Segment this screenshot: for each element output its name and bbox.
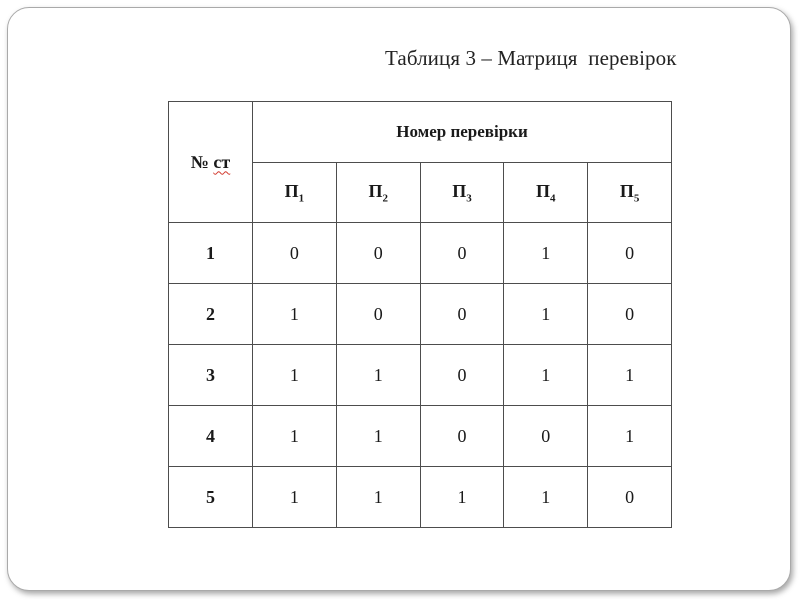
table-cell: 1 [253, 345, 337, 406]
row-label: 2 [169, 284, 253, 345]
row-label: 3 [169, 345, 253, 406]
check-index: 5 [633, 192, 640, 205]
check-index: 1 [298, 192, 305, 205]
table-cell: 1 [336, 467, 420, 528]
table-row [169, 284, 672, 345]
check-letter: П [452, 180, 467, 201]
table-cell: 1 [336, 345, 420, 406]
table-cell: 0 [420, 406, 504, 467]
table-cell: 1 [253, 284, 337, 345]
check-number-header: Номер перевірки [253, 102, 672, 163]
table-cell: 0 [588, 467, 672, 528]
check-index: 4 [550, 192, 556, 205]
check-index: 3 [466, 192, 472, 205]
check-matrix-table [168, 101, 672, 528]
table-cell: 0 [420, 284, 504, 345]
header-row-group [169, 102, 672, 163]
table-cell: 0 [504, 406, 588, 467]
table-cell: 0 [588, 223, 672, 284]
stand-header-suffix: ст [213, 151, 231, 172]
table-cell: 0 [588, 284, 672, 345]
table-row [169, 406, 672, 467]
table-cell: 1 [504, 467, 588, 528]
table-cell: 1 [253, 406, 337, 467]
check-header-5 [588, 163, 672, 223]
table-cell: 0 [336, 284, 420, 345]
table-cell: 1 [504, 284, 588, 345]
check-index: 2 [382, 192, 388, 205]
table-cell: 0 [253, 223, 337, 284]
check-header-2 [336, 163, 420, 223]
stand-header-prefix: № [190, 151, 209, 172]
row-label: 4 [169, 406, 253, 467]
row-label: 5 [169, 467, 253, 528]
check-letter: П [368, 180, 383, 201]
check-header-4 [504, 163, 588, 223]
row-label: 1 [169, 223, 253, 284]
check-letter: П [284, 180, 299, 201]
table-cell: 1 [336, 406, 420, 467]
table-cell: 1 [588, 345, 672, 406]
table-cell: 1 [588, 406, 672, 467]
check-header-1 [253, 163, 337, 223]
table-cell: 0 [336, 223, 420, 284]
table-row [169, 345, 672, 406]
table-cell: 0 [420, 345, 504, 406]
table-cell: 0 [420, 223, 504, 284]
table-row [169, 467, 672, 528]
table-cell: 1 [504, 223, 588, 284]
table-cell: 1 [253, 467, 337, 528]
table-cell: 1 [504, 345, 588, 406]
table-cell: 1 [420, 467, 504, 528]
check-header-3 [420, 163, 504, 223]
stand-number-header [169, 102, 253, 223]
table-row [169, 223, 672, 284]
slide-title: Таблиця 3 – Матриця перевірок [385, 46, 677, 70]
check-letter: П [619, 180, 634, 201]
check-letter: П [536, 180, 551, 201]
